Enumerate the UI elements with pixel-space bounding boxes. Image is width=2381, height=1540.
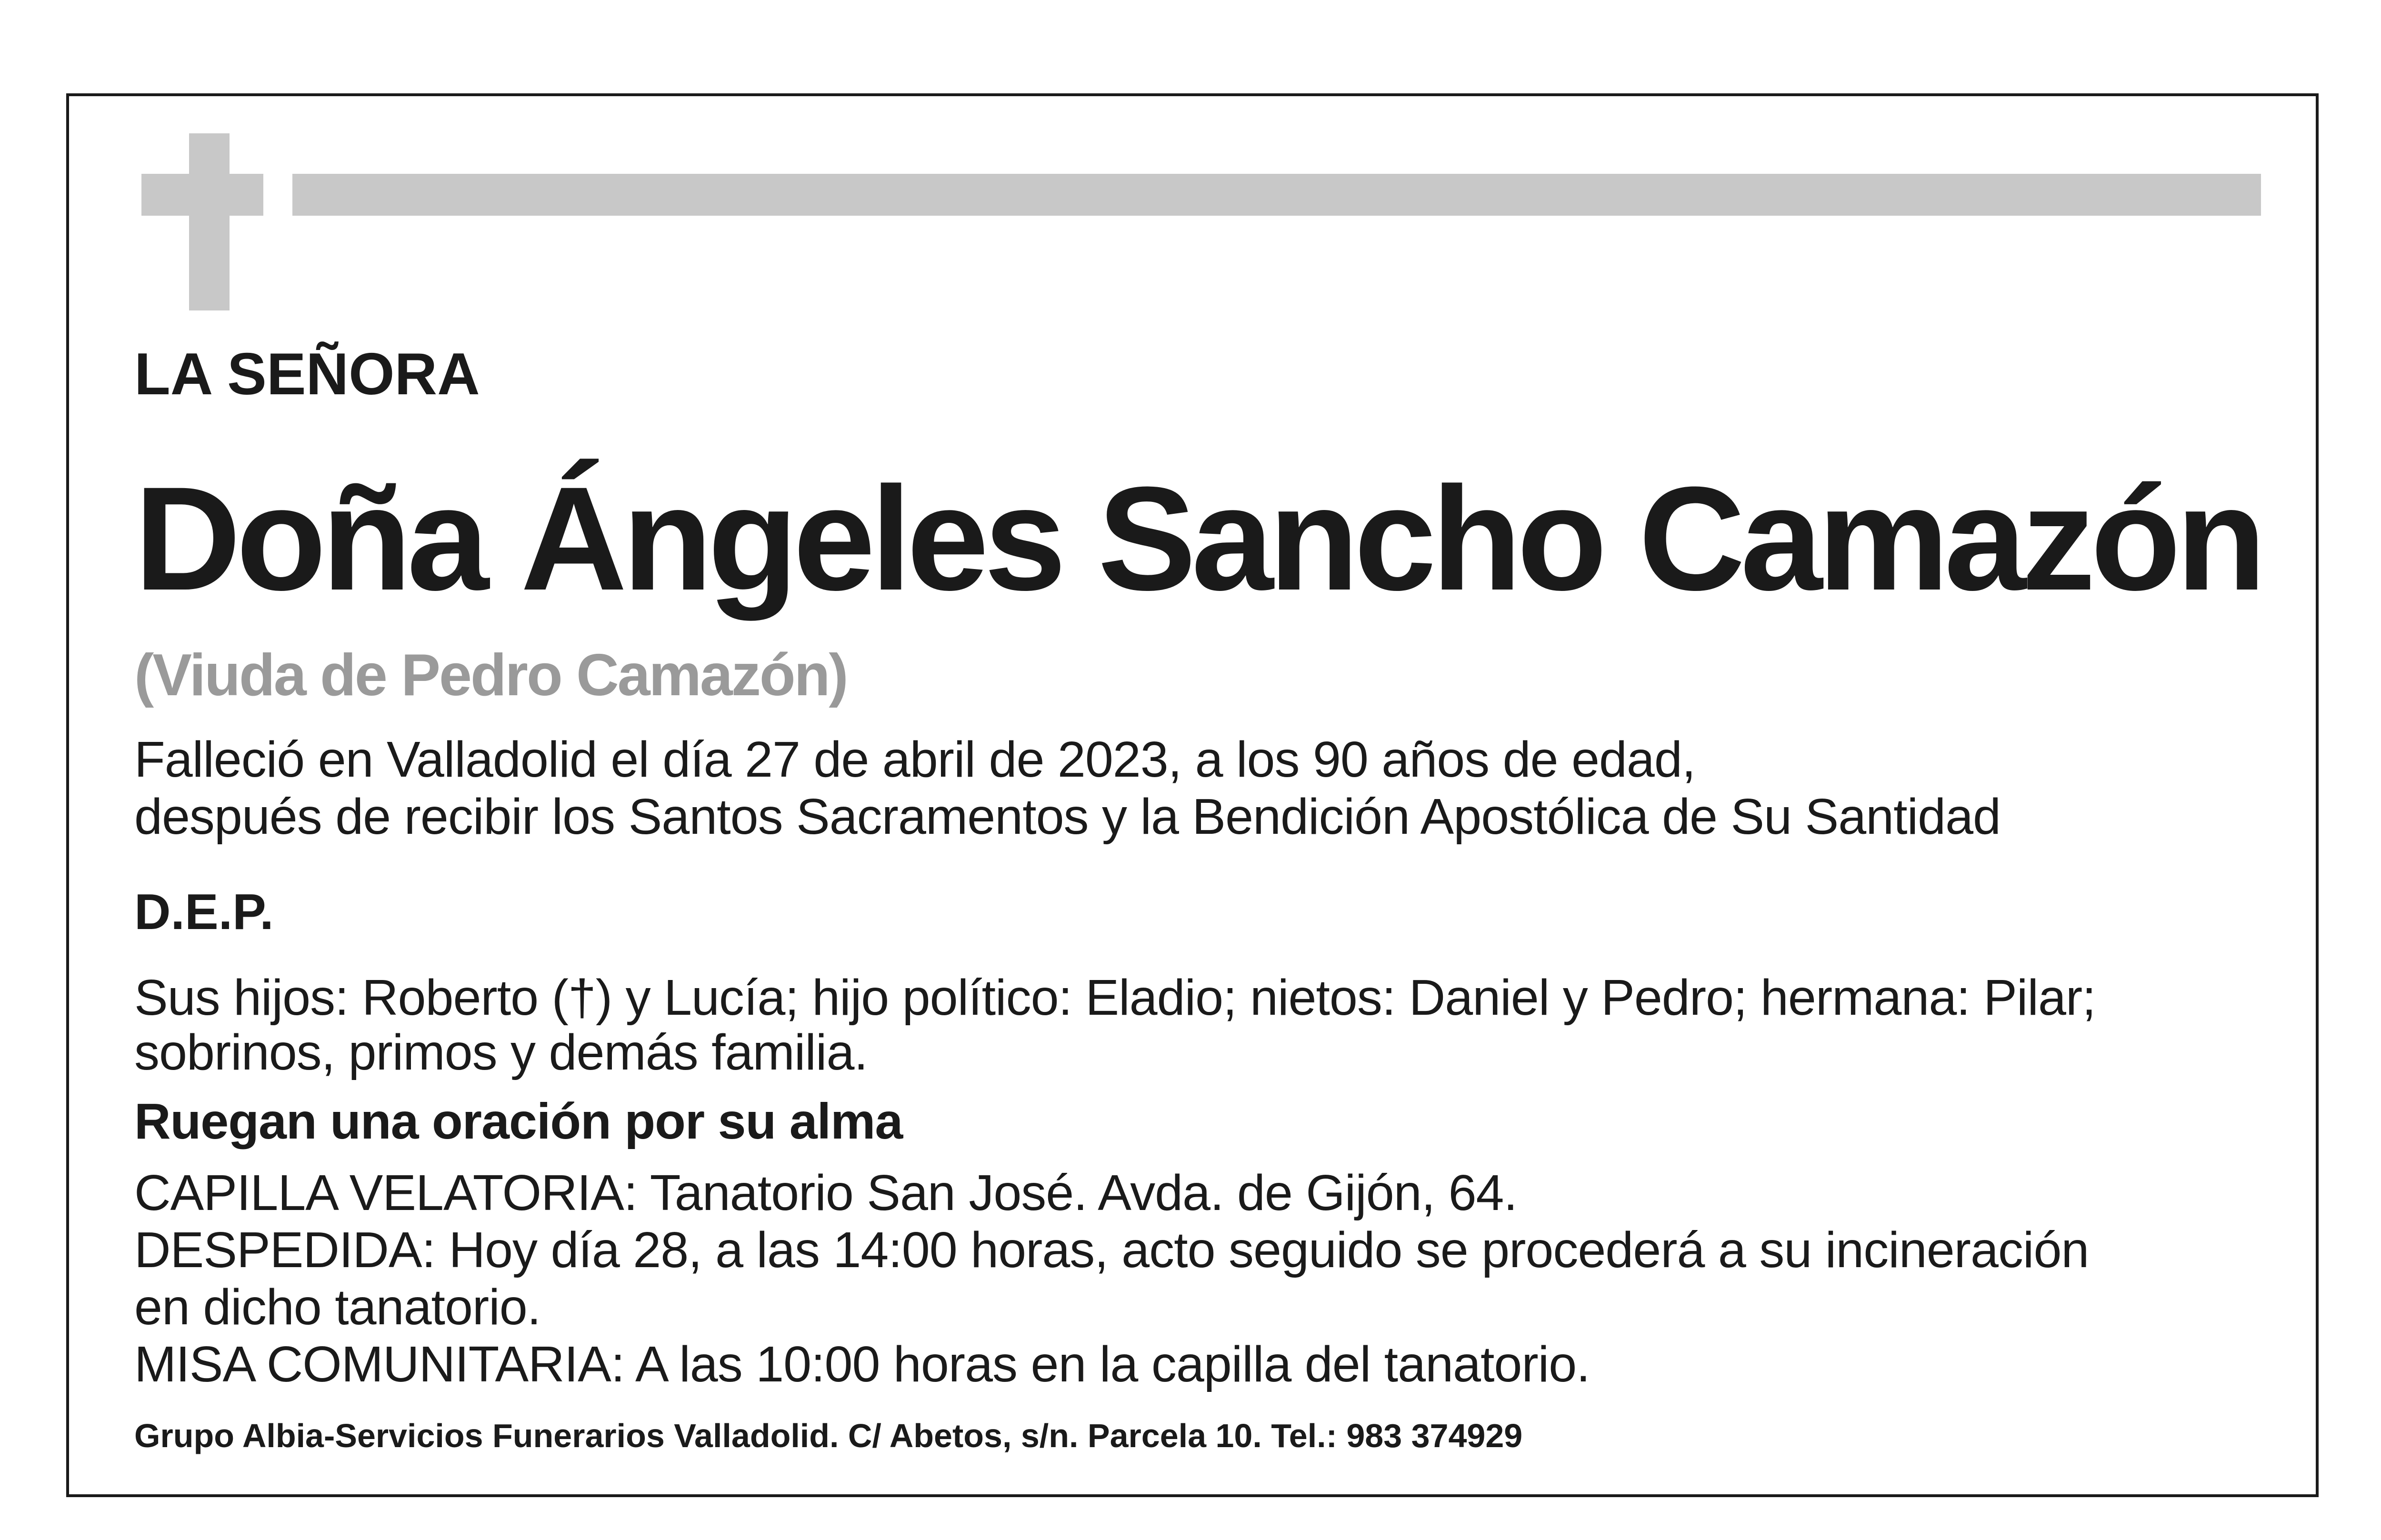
cross-icon-bar [141,174,263,216]
family-text-line-2: sobrinos, primos y demás familia. [134,1024,868,1080]
widow-subtitle: (Viuda de Pedro Camazón) [134,642,847,708]
mass-info: MISA COMUNITARIA: A las 10:00 horas en la capilla del tanatorio. [134,1336,1590,1392]
farewell-info-line-2: en dicho tanatorio. [134,1279,541,1335]
funeral-home-footer: Grupo Albia-Servicios Funerarios Valladolid. C/ Abetos, s/n. Parcela 10. Tel.: 983 374929 [134,1417,1523,1454]
chapel-info: CAPILLA VELATORIA: Tanatorio San José. Avda. de Gijón, 64. [134,1165,1517,1221]
header-rule [292,174,2261,216]
cross-icon [189,133,230,310]
dep-label: D.E.P. [134,884,274,940]
death-text-line-1: Falleció en Valladolid el día 27 de abril de 2023, a los 90 años de edad, [134,731,1696,788]
family-text-line-1: Sus hijos: Roberto (†) y Lucía; hijo político: Eladio; nietos: Daniel y Pedro; hermana: Pilar; [134,970,2096,1026]
title-prefix: LA SEÑORA [134,341,480,407]
deceased-name: Doña Ángeles Sancho Camazón [134,456,2262,621]
farewell-info-line-1: DESPEDIDA: Hoy día 28, a las 14:00 horas, acto seguido se procederá a su incineración [134,1222,2089,1278]
death-text-line-2: después de recibir los Santos Sacramentos y la Bendición Apostólica de Su Santidad [134,789,2001,845]
prayer-request: Ruegan una oración por su alma [134,1093,903,1150]
